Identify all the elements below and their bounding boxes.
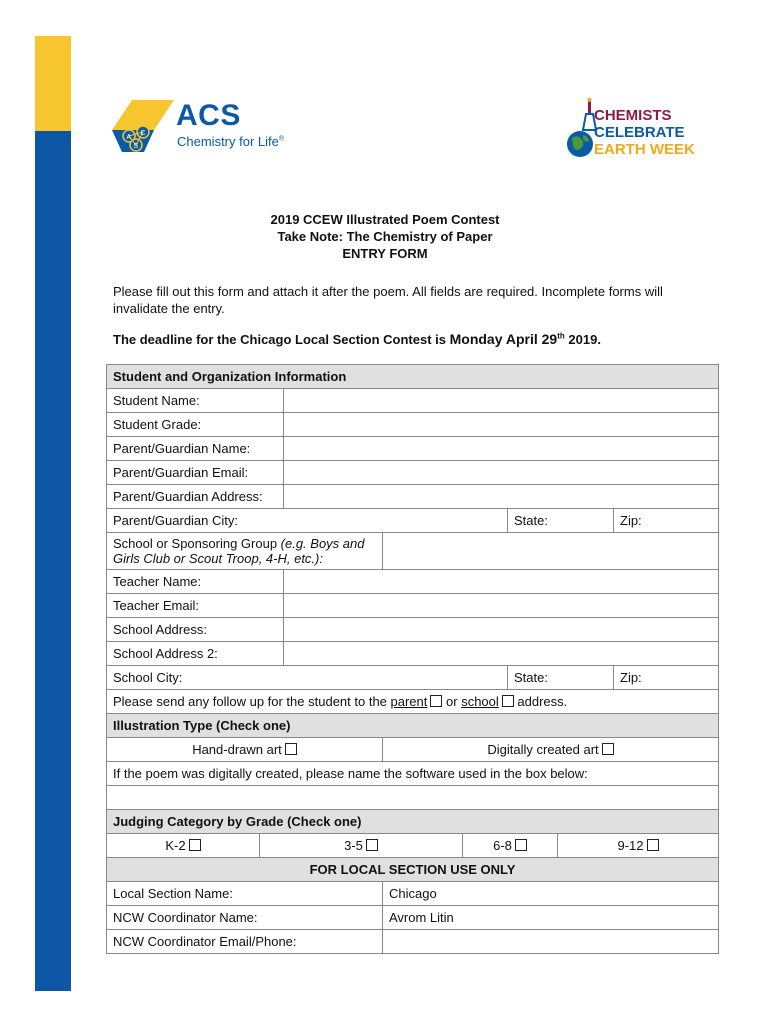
school-address-field[interactable] (284, 618, 719, 642)
software-field[interactable] (107, 786, 719, 810)
local-section-value: Chicago (383, 882, 719, 906)
hand-drawn-checkbox[interactable] (285, 743, 297, 755)
teacher-name-label: Teacher Name: (107, 570, 284, 594)
coordinator-name-value: Avrom Litin (383, 906, 719, 930)
followup-row: Please send any follow up for the student to the parent or school address. (107, 690, 719, 714)
student-name-field[interactable] (284, 389, 719, 413)
grade-k2-checkbox[interactable] (189, 839, 201, 851)
guardian-zip-field[interactable]: Zip: (614, 509, 719, 533)
grade-9-12-checkbox[interactable] (647, 839, 659, 851)
guardian-address-field[interactable] (284, 485, 719, 509)
guardian-city-field[interactable]: Parent/Guardian City: (107, 509, 508, 533)
grade-3-5-checkbox[interactable] (366, 839, 378, 851)
grade-6-8-option: 6-8 (463, 834, 558, 858)
guardian-name-field[interactable] (284, 437, 719, 461)
school-address2-label: School Address 2: (107, 642, 284, 666)
grade-k2-option: K-2 (107, 834, 260, 858)
student-grade-field[interactable] (284, 413, 719, 437)
teacher-email-label: Teacher Email: (107, 594, 284, 618)
form-subtitle: Take Note: The Chemistry of Paper (277, 229, 493, 244)
teacher-email-field[interactable] (284, 594, 719, 618)
acs-triangle-letter: A (126, 134, 132, 141)
coordinator-contact-label: NCW Coordinator Email/Phone: (107, 930, 383, 954)
school-city-field[interactable]: School City: (107, 666, 508, 690)
section-illustration-header: Illustration Type (Check one) (107, 714, 719, 738)
deadline-text: The deadline for the Chicago Local Section Contest is Monday April 29th 2019. (113, 331, 601, 347)
coordinator-contact-field[interactable] (383, 930, 719, 954)
teacher-name-field[interactable] (284, 570, 719, 594)
student-grade-label: Student Grade: (107, 413, 284, 437)
school-zip-field[interactable]: Zip: (614, 666, 719, 690)
form-heading: ENTRY FORM (342, 246, 428, 261)
parent-checkbox[interactable] (430, 695, 442, 707)
local-section-label: Local Section Name: (107, 882, 383, 906)
software-prompt: If the poem was digitally created, please name the software used in the box below: (107, 762, 719, 786)
acs-triangle-letter: C (140, 130, 146, 137)
school-checkbox[interactable] (502, 695, 514, 707)
grade-6-8-checkbox[interactable] (515, 839, 527, 851)
ccew-line-3: EARTH WEEK (594, 141, 695, 158)
school-address-label: School Address: (107, 618, 284, 642)
intro-text: Please fill out this form and attach it after the poem. All fields are required. Incomplete forms will invalidate the entry. (113, 284, 663, 316)
student-name-label: Student Name: (107, 389, 284, 413)
digital-option: Digitally created art (383, 738, 719, 762)
acs-tagline: Chemistry for Life® (177, 134, 285, 149)
guardian-state-field[interactable]: State: (508, 509, 614, 533)
ccew-line-2: CELEBRATE (594, 124, 685, 141)
grade-9-12-option: 9-12 (558, 834, 719, 858)
entry-form-table (106, 364, 719, 954)
section-student-org-header: Student and Organization Information (107, 365, 719, 389)
guardian-email-label: Parent/Guardian Email: (107, 461, 284, 485)
guardian-address-label: Parent/Guardian Address: (107, 485, 284, 509)
hand-drawn-option: Hand-drawn art (107, 738, 383, 762)
accent-bar-yellow (35, 36, 71, 131)
school-address2-field[interactable] (284, 642, 719, 666)
school-state-field[interactable]: State: (508, 666, 614, 690)
acs-triangle-letter: S (133, 143, 139, 150)
section-local-use-header: FOR LOCAL SECTION USE ONLY (107, 858, 719, 882)
coordinator-name-label: NCW Coordinator Name: (107, 906, 383, 930)
guardian-email-field[interactable] (284, 461, 719, 485)
acs-wordmark: ACS (176, 99, 241, 132)
section-judging-header: Judging Category by Grade (Check one) (107, 810, 719, 834)
guardian-name-label: Parent/Guardian Name: (107, 437, 284, 461)
sponsoring-group-label: School or Sponsoring Group (e.g. Boys and Girls Club or Scout Troop, 4-H, etc.): (107, 533, 383, 570)
sponsoring-group-field[interactable] (383, 533, 719, 570)
ccew-line-1: CHEMISTS (594, 107, 672, 124)
grade-3-5-option: 3-5 (260, 834, 463, 858)
digital-checkbox[interactable] (602, 743, 614, 755)
form-title: 2019 CCEW Illustrated Poem Contest (270, 212, 500, 227)
